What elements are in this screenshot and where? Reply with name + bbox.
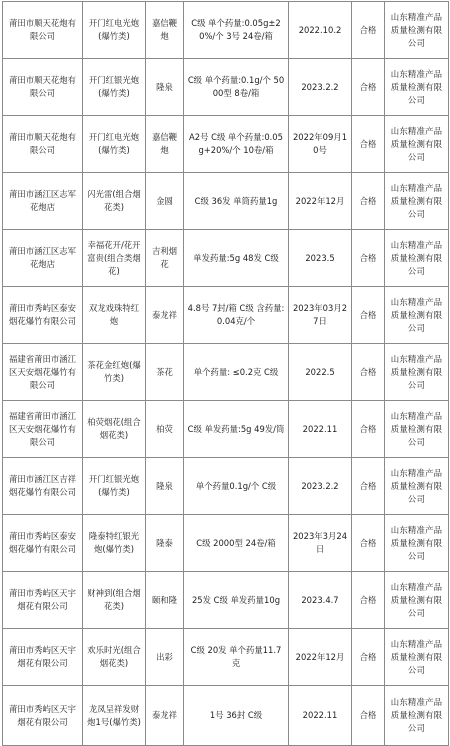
manufacturer-cell: 莆田市涵江区吉祥烟花爆竹有限公司 (3, 458, 83, 515)
testing-lab-cell: 山东精准产品质量检测有限公司 (385, 59, 449, 116)
brand-cell: 泰龙祥 (146, 686, 184, 746)
product-name-cell: 龙凤呈祥发财炮1号(爆竹类) (83, 686, 146, 746)
specification-cell: 4.8号 7封/箱 C级 含药量:0.04克/个 (184, 287, 289, 344)
production-date-cell: 2022年12月 (289, 173, 352, 230)
result-cell: 合格 (352, 515, 385, 572)
result-cell: 合格 (352, 686, 385, 746)
table-row (3, 686, 449, 746)
specification-cell: A2号 C级 单个药量:0.05g+20%/个 10卷/箱 (184, 116, 289, 173)
table-row (3, 2, 449, 59)
table-row (3, 173, 449, 230)
testing-lab-cell: 山东精准产品质量检测有限公司 (385, 572, 449, 629)
table-row (3, 287, 449, 344)
brand-cell: 柏荧 (146, 401, 184, 458)
manufacturer-cell: 莆田市秀屿区天宇烟花有限公司 (3, 686, 83, 746)
result-cell: 合格 (352, 2, 385, 59)
testing-lab-cell: 山东精准产品质量检测有限公司 (385, 686, 449, 746)
production-date-cell: 2022.11 (289, 401, 352, 458)
result-cell: 合格 (352, 116, 385, 173)
testing-lab-cell: 山东精准产品质量检测有限公司 (385, 287, 449, 344)
product-name-cell: 财神到(组合烟花类) (83, 572, 146, 629)
testing-lab-cell: 山东精准产品质量检测有限公司 (385, 401, 449, 458)
manufacturer-cell: 莆田市涵江区志军花炮店 (3, 173, 83, 230)
manufacturer-cell: 莆田市秀屿区泰安烟花爆竹有限公司 (3, 287, 83, 344)
manufacturer-cell: 莆田市秀屿区天宇烟花有限公司 (3, 572, 83, 629)
production-date-cell: 2023.5 (289, 230, 352, 287)
specification-cell: C级 20发 单个药量11.7克 (184, 629, 289, 686)
specification-cell: 单个药量: ≤0.2克 C级 (184, 344, 289, 401)
testing-lab-cell: 山东精准产品质量检测有限公司 (385, 173, 449, 230)
product-name-cell: 隆泰特红银光炮(爆竹类) (83, 515, 146, 572)
table-row (3, 401, 449, 458)
result-cell: 合格 (352, 458, 385, 515)
table-row (3, 59, 449, 116)
product-name-cell: 幸福花开/花开富贵(组合类烟花) (83, 230, 146, 287)
production-date-cell: 2022年09月10号 (289, 116, 352, 173)
table-row (3, 629, 449, 686)
manufacturer-cell: 莆田市秀屿区泰安烟花爆竹有限公司 (3, 515, 83, 572)
production-date-cell: 2023.2.2 (289, 59, 352, 116)
result-cell: 合格 (352, 629, 385, 686)
brand-cell: 隆泉 (146, 59, 184, 116)
specification-cell: C级 2000型 24卷/箱 (184, 515, 289, 572)
brand-cell: 嘉信鞭炮 (146, 116, 184, 173)
brand-cell: 茶花 (146, 344, 184, 401)
specification-cell: 25发 C级 单发药量10g (184, 572, 289, 629)
brand-cell: 出彩 (146, 629, 184, 686)
result-cell: 合格 (352, 59, 385, 116)
production-date-cell: 2022.10.2 (289, 2, 352, 59)
result-cell: 合格 (352, 230, 385, 287)
result-cell: 合格 (352, 401, 385, 458)
manufacturer-cell: 福建省莆田市涵江区天安烟花爆竹有限公司 (3, 344, 83, 401)
table-row (3, 572, 449, 629)
brand-cell: 金圆 (146, 173, 184, 230)
specification-cell: C级 36发 单筒药量1g (184, 173, 289, 230)
production-date-cell: 2023.4.7 (289, 572, 352, 629)
manufacturer-cell: 福建省莆田市涵江区天安烟花爆竹有限公司 (3, 401, 83, 458)
specification-cell: C级 单个药量:0.05g±20%/个 3号 24卷/箱 (184, 2, 289, 59)
production-date-cell: 2023年03月27日 (289, 287, 352, 344)
testing-lab-cell: 山东精准产品质量检测有限公司 (385, 515, 449, 572)
manufacturer-cell: 莆田市顺天花炮有限公司 (3, 59, 83, 116)
product-name-cell: 开门红电光炮(爆竹类) (83, 116, 146, 173)
testing-lab-cell: 山东精准产品质量检测有限公司 (385, 230, 449, 287)
product-name-cell: 闪光雷(组合烟花类) (83, 173, 146, 230)
product-name-cell: 开门红银光炮(爆竹类) (83, 458, 146, 515)
inspection-results-table (2, 1, 449, 746)
table-row (3, 344, 449, 401)
result-cell: 合格 (352, 572, 385, 629)
table-row (3, 458, 449, 515)
manufacturer-cell: 莆田市顺天花炮有限公司 (3, 2, 83, 59)
testing-lab-cell: 山东精准产品质量检测有限公司 (385, 458, 449, 515)
brand-cell: 颐和隆 (146, 572, 184, 629)
testing-lab-cell: 山东精准产品质量检测有限公司 (385, 2, 449, 59)
testing-lab-cell: 山东精准产品质量检测有限公司 (385, 116, 449, 173)
table-row (3, 230, 449, 287)
brand-cell: 隆泉 (146, 458, 184, 515)
production-date-cell: 2023年3月24日 (289, 515, 352, 572)
result-cell: 合格 (352, 287, 385, 344)
production-date-cell: 2022年12月 (289, 629, 352, 686)
specification-cell: 单发药量:5g 48发 C级 (184, 230, 289, 287)
specification-cell: 单个药量0.1g/个 C级 (184, 458, 289, 515)
product-name-cell: 柏荧烟花(组合烟花类) (83, 401, 146, 458)
product-name-cell: 茶花金红炮(爆竹类) (83, 344, 146, 401)
product-name-cell: 双龙戏珠特红炮 (83, 287, 146, 344)
result-cell: 合格 (352, 173, 385, 230)
brand-cell: 隆泰 (146, 515, 184, 572)
brand-cell: 吉利烟花 (146, 230, 184, 287)
production-date-cell: 2022.11 (289, 686, 352, 746)
production-date-cell: 2022.5 (289, 344, 352, 401)
testing-lab-cell: 山东精准产品质量检测有限公司 (385, 629, 449, 686)
specification-cell: C级 单发药量:5g 49发/筒 (184, 401, 289, 458)
specification-cell: 1号 36封 C级 (184, 686, 289, 746)
product-name-cell: 开门红电光炮(爆竹类) (83, 2, 146, 59)
manufacturer-cell: 莆田市涵江区志军花炮店 (3, 230, 83, 287)
brand-cell: 嘉信鞭炮 (146, 2, 184, 59)
table-body (3, 2, 449, 746)
product-name-cell: 开门红银光炮(爆竹类) (83, 59, 146, 116)
table-row (3, 116, 449, 173)
result-cell: 合格 (352, 344, 385, 401)
production-date-cell: 2023.2.2 (289, 458, 352, 515)
product-name-cell: 欢乐时光(组合烟花类) (83, 629, 146, 686)
manufacturer-cell: 莆田市秀屿区天宇烟花有限公司 (3, 629, 83, 686)
manufacturer-cell: 莆田市顺天花炮有限公司 (3, 116, 83, 173)
table-row (3, 515, 449, 572)
testing-lab-cell: 山东精准产品质量检测有限公司 (385, 344, 449, 401)
specification-cell: C级 单个药量:0.1g/个 5000型 8卷/箱 (184, 59, 289, 116)
brand-cell: 泰龙祥 (146, 287, 184, 344)
